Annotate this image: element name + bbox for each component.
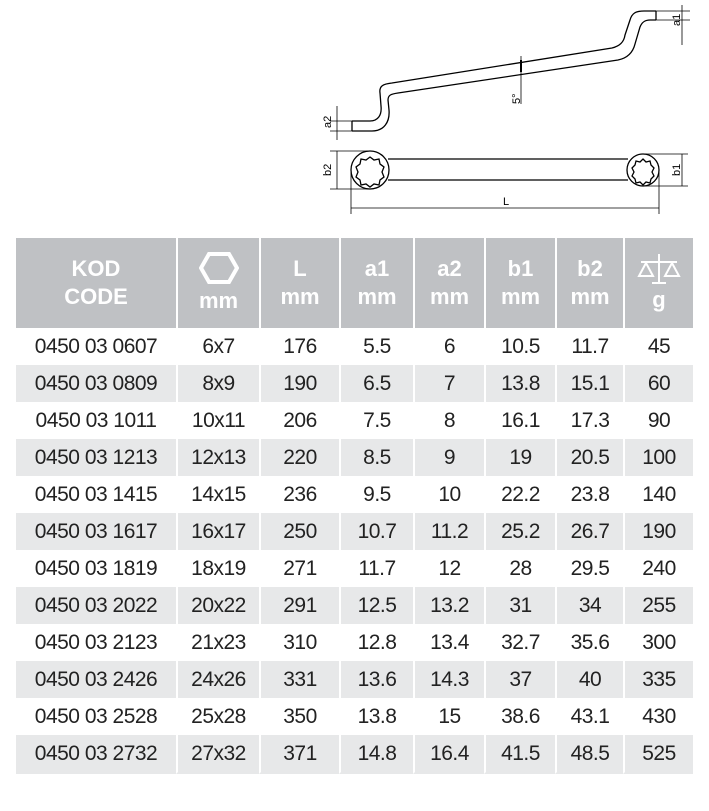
header-size: mm <box>176 238 259 328</box>
cell-a1: 13.6 <box>339 661 413 698</box>
cell-L: 176 <box>259 328 339 365</box>
cell-size: 25x28 <box>176 698 259 735</box>
cell-a1: 8.5 <box>339 439 413 476</box>
dim-a2-label: a2 <box>322 115 334 128</box>
cell-weight: 300 <box>623 624 693 661</box>
header-b1: b1 mm <box>484 238 555 328</box>
cell-code: 0450 03 2426 <box>16 661 176 698</box>
cell-code: 0450 03 1213 <box>16 439 176 476</box>
cell-a1: 7.5 <box>339 402 413 439</box>
cell-a2: 14.3 <box>413 661 484 698</box>
cell-weight: 100 <box>623 439 693 476</box>
cell-code: 0450 03 2123 <box>34 630 158 654</box>
cell-a2: 7 <box>413 365 484 402</box>
table-row <box>16 698 693 735</box>
cell-code: 0450 03 1617 <box>16 513 176 550</box>
cell-b2: 34 <box>555 587 623 624</box>
table-row <box>16 476 693 513</box>
table-row <box>16 735 693 774</box>
cell-size: 21x23 <box>176 624 259 661</box>
cell-a2: 6 <box>413 328 484 365</box>
cell-b2: 11.7 <box>555 328 623 365</box>
cell-a2: 8 <box>413 402 484 439</box>
cell-code: 0450 03 1011 <box>35 408 157 432</box>
wrench-diagram <box>0 0 709 230</box>
angle-label: 5° <box>511 93 523 104</box>
header-b2: b2 mm <box>555 238 623 328</box>
cell-weight: 60 <box>623 365 693 402</box>
cell-weight: 430 <box>623 698 693 735</box>
cell-b2: 35.6 <box>555 624 623 661</box>
cell-b1: 41.5 <box>484 735 555 774</box>
cell-code: 0450 03 1415 <box>34 482 158 506</box>
cell-weight: 140 <box>623 476 693 513</box>
header-L: L mm <box>259 238 339 328</box>
cell-size: 8x9 <box>176 365 259 402</box>
cell-size: 20x22 <box>176 587 259 624</box>
cell-L: 331 <box>259 661 339 698</box>
cell-b1: 28 <box>484 550 555 587</box>
cell-a1: 10.7 <box>339 513 413 550</box>
cell-a1: 14.8 <box>339 735 413 774</box>
cell-b1: 38.6 <box>484 698 555 735</box>
cell-size: 6x7 <box>176 328 259 365</box>
cell-b1: 22.2 <box>484 476 555 513</box>
cell-a1: 6.5 <box>339 365 413 402</box>
cell-L: 206 <box>259 402 339 439</box>
cell-a2: 13.4 <box>413 624 484 661</box>
table-row <box>16 661 693 698</box>
cell-weight: 190 <box>623 513 693 550</box>
cell-a1: 12.8 <box>339 624 413 661</box>
cell-a1: 12.5 <box>339 587 413 624</box>
cell-size: 24x26 <box>176 661 259 698</box>
cell-b1: 32.7 <box>484 624 555 661</box>
dim-L-label: L <box>503 196 510 208</box>
cell-L: 271 <box>259 550 339 587</box>
cell-weight: 240 <box>623 550 693 587</box>
header-a1: a1 mm <box>339 238 413 328</box>
cell-weight: 255 <box>623 587 693 624</box>
cell-a1: 9.5 <box>339 476 413 513</box>
cell-b2: 20.5 <box>555 439 623 476</box>
cell-a1: 5.5 <box>339 328 413 365</box>
table-row <box>16 439 693 476</box>
cell-code: 0450 03 2732 <box>16 735 176 774</box>
cell-size: 18x19 <box>176 550 259 587</box>
cell-a2: 12 <box>413 550 484 587</box>
table-row <box>16 550 693 587</box>
table-header-row <box>16 238 693 328</box>
header-code: KOD CODE <box>16 238 176 328</box>
cell-code: 0450 03 2022 <box>16 587 176 624</box>
cell-b2: 40 <box>555 661 623 698</box>
spec-table <box>16 238 693 774</box>
cell-a2: 11.2 <box>413 513 484 550</box>
dim-a1-label: a1 <box>671 13 683 26</box>
cell-code: 0450 03 2528 <box>34 704 158 728</box>
cell-a1: 11.7 <box>339 550 413 587</box>
scale-icon <box>637 252 681 286</box>
cell-code: 0450 03 0809 <box>16 365 176 402</box>
header-a2: a2 mm <box>413 238 484 328</box>
cell-L: 310 <box>259 624 339 661</box>
cell-L: 350 <box>259 698 339 735</box>
dim-b2-label: b2 <box>322 163 334 176</box>
cell-b1: 37 <box>484 661 555 698</box>
cell-b1: 25.2 <box>484 513 555 550</box>
cell-code: 0450 03 0607 <box>34 334 158 358</box>
wrench-side-view <box>352 11 656 131</box>
cell-size: 12x13 <box>176 439 259 476</box>
cell-L: 371 <box>259 735 339 774</box>
cell-weight: 90 <box>623 402 693 439</box>
table-row <box>16 365 693 402</box>
table-row <box>16 624 693 661</box>
cell-L: 236 <box>259 476 339 513</box>
cell-weight: 525 <box>623 735 693 774</box>
cell-b2: 29.5 <box>555 550 623 587</box>
cell-b1: 13.8 <box>484 365 555 402</box>
dim-b1-label: b1 <box>671 163 683 176</box>
cell-weight: 45 <box>623 328 693 365</box>
cell-weight: 335 <box>623 661 693 698</box>
cell-size: 10x11 <box>176 402 259 439</box>
dim-b2 <box>330 151 370 189</box>
cell-a2: 15 <box>413 698 484 735</box>
wrench-top-view <box>351 151 659 189</box>
hexagon-icon <box>199 251 239 285</box>
cell-b2: 15.1 <box>555 365 623 402</box>
cell-b1: 10.5 <box>484 328 555 365</box>
cell-L: 250 <box>259 513 339 550</box>
cell-size: 27x32 <box>176 735 259 774</box>
cell-b2: 48.5 <box>555 735 623 774</box>
cell-b2: 43.1 <box>555 698 623 735</box>
header-weight: g <box>623 238 693 328</box>
table-row <box>16 513 693 550</box>
cell-a1: 13.8 <box>339 698 413 735</box>
cell-b1: 16.1 <box>484 402 555 439</box>
cell-b2: 26.7 <box>555 513 623 550</box>
cell-L: 291 <box>259 587 339 624</box>
cell-a2: 9 <box>413 439 484 476</box>
cell-a2: 13.2 <box>413 587 484 624</box>
cell-b1: 19 <box>484 439 555 476</box>
cell-size: 14x15 <box>176 476 259 513</box>
cell-size: 16x17 <box>176 513 259 550</box>
table-row <box>16 587 693 624</box>
cell-code: 0450 03 1819 <box>34 556 158 580</box>
cell-L: 190 <box>259 365 339 402</box>
cell-b1: 31 <box>484 587 555 624</box>
cell-b2: 17.3 <box>555 402 623 439</box>
table-row <box>16 328 693 365</box>
table-row <box>16 402 693 439</box>
cell-b2: 23.8 <box>555 476 623 513</box>
cell-L: 220 <box>259 439 339 476</box>
cell-a2: 10 <box>413 476 484 513</box>
cell-a2: 16.4 <box>413 735 484 774</box>
